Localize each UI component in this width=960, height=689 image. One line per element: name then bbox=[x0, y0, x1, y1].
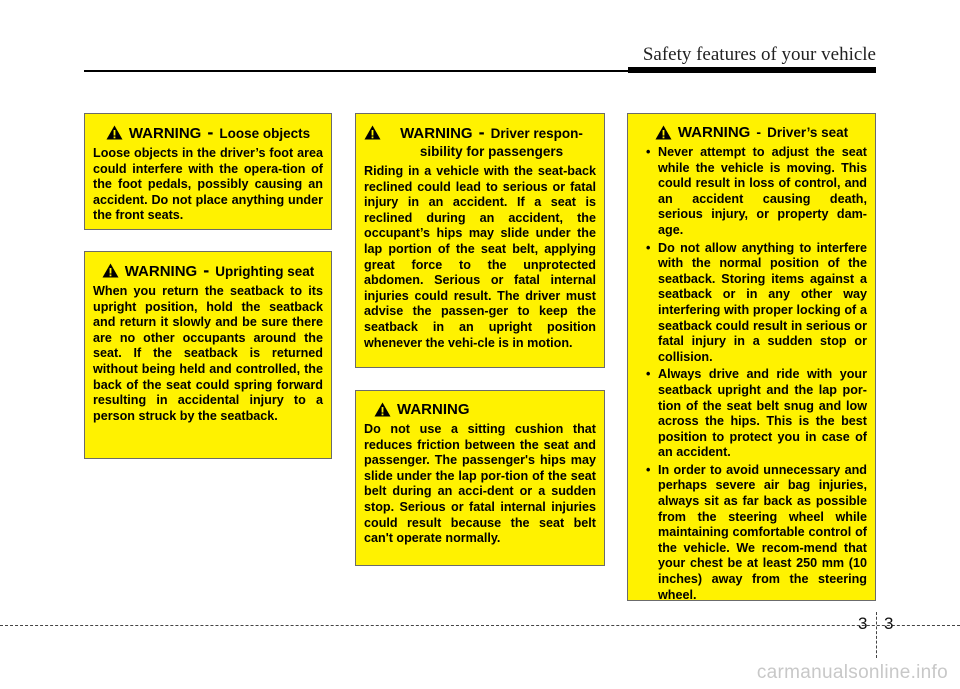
warning-title bbox=[364, 124, 596, 161]
warning-loose-objects bbox=[84, 113, 332, 230]
footer-rule bbox=[0, 625, 960, 626]
warning-triangle-icon bbox=[364, 125, 381, 140]
list-item bbox=[636, 463, 867, 603]
warning-body: When you return the seatback to its upright position, hold the seatback and return it slowly and be sure there are no other occupants around the seat. If the seatback is returned without being held and controlled, the back of the seat could spring forward resulting in accidental injury to a person struck by the seatback. bbox=[93, 284, 323, 423]
warning-triangle-icon bbox=[374, 402, 391, 417]
warning-dash: - bbox=[756, 124, 762, 140]
bullet-text: Always drive and ride with your seatback upright and the lap por-tion of the seat belt snug and low across the hips. This is the best position to protect you in case of an accident. bbox=[658, 367, 867, 460]
warning-body: Do not use a sitting cushion that reduces friction between the seat and passenger. The passenger's hips may slide under the lap por-tion of the seat belt during an acci-dent or a sudden stop. Serious or fatal internal injuries could result because the seat belt can't operate normally. bbox=[364, 422, 596, 546]
warning-driver-responsibility bbox=[355, 113, 605, 368]
bullet-text: Do not allow anything to interfere with the normal position of the seatback. Storing items against a seatback or in any other way interfering with proper locking of a seatback could result in serious or fatal injury in a sudden stop or collision. bbox=[658, 240, 867, 364]
header-rule bbox=[84, 70, 630, 72]
list-item bbox=[636, 241, 867, 366]
warning-dash: - bbox=[207, 122, 214, 142]
warning-label: WARNING bbox=[400, 125, 473, 142]
warning-label: WARNING bbox=[128, 125, 202, 142]
header-rule-accent bbox=[628, 67, 876, 73]
bullet-marker: • bbox=[646, 367, 651, 382]
warning-subject: Driver’s seat bbox=[767, 125, 849, 140]
warning-subject: Driver respon-sibility for passengers bbox=[419, 126, 583, 159]
warning-uprighting-seat bbox=[84, 251, 332, 459]
bullet-marker: • bbox=[646, 145, 651, 159]
warning-body: Riding in a vehicle with the seat-back reclined could lead to serious or fatal injury in an accident. If a seat is reclined during an accident, the occupant’s hips may slide under the lap portion of the seat belt, applying great force to the unprotected abdomen. Serious or fatal internal injuries could result. The driver must advise the passen-ger to keep the seatback in an upright position whenever the vehi-cle is in motion. bbox=[364, 164, 596, 350]
bullet-marker: • bbox=[646, 240, 651, 255]
warning-body: Loose objects in the driver’s foot area could interfere with the opera-tion of the foot pedals, possibly causing an accident. Do not place anything under the front seats. bbox=[93, 146, 323, 223]
warning-subject: Loose objects bbox=[219, 126, 311, 141]
warning-drivers-seat bbox=[627, 113, 876, 601]
bullet-text: Never attempt to adjust the seat while the vehicle is moving. This could result in loss of control, and an accident causing death, serious injury, or property dam-age. bbox=[658, 145, 867, 237]
warning-sitting-cushion bbox=[355, 390, 605, 566]
warning-dash: - bbox=[478, 122, 485, 142]
warning-triangle-icon bbox=[106, 125, 123, 140]
bullet-marker: • bbox=[646, 462, 651, 477]
warning-label: WARNING bbox=[124, 263, 198, 280]
warning-label: WARNING bbox=[397, 401, 470, 418]
warning-dash: - bbox=[203, 260, 210, 280]
warning-triangle-icon bbox=[655, 125, 672, 140]
chapter-number: 3 bbox=[858, 614, 868, 633]
page-number: 3 bbox=[884, 614, 894, 633]
warning-label: WARNING bbox=[677, 124, 751, 141]
list-item bbox=[636, 145, 867, 239]
warning-title bbox=[93, 262, 323, 281]
warning-title bbox=[364, 401, 596, 419]
section-title: Safety features of your vehicle bbox=[642, 44, 876, 65]
page-number-separator bbox=[876, 612, 877, 658]
warning-triangle-icon bbox=[102, 263, 119, 278]
warning-title bbox=[93, 124, 323, 143]
warning-subject: Uprighting seat bbox=[215, 264, 315, 279]
warning-bullet-list bbox=[636, 145, 867, 603]
watermark: carmanualsonline.info bbox=[756, 662, 948, 683]
bullet-text: In order to avoid unnecessary and perhaps severe air bag injuries, always sit as far back as possible from the steering wheel while maintaining comfortable control of the vehicle. We recom-mend that your chest be at least 250 mm (10 inches) away from the steering wheel. bbox=[658, 462, 867, 602]
list-item bbox=[636, 367, 867, 461]
warning-title bbox=[636, 124, 867, 142]
